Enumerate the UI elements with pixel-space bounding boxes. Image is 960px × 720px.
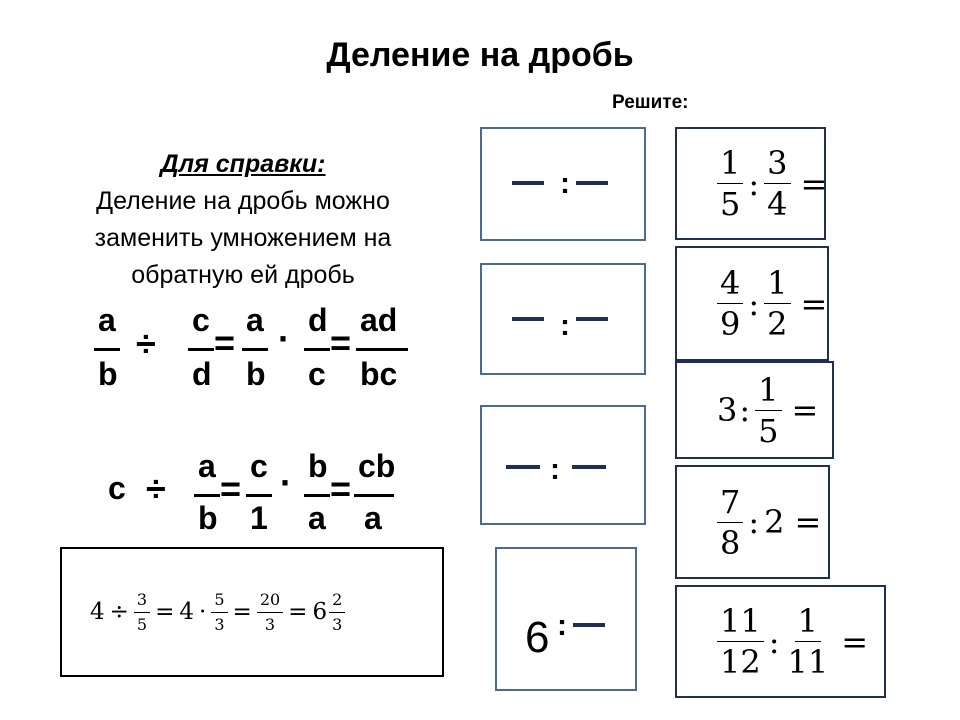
f1-ad: ad — [360, 302, 398, 338]
ex1-frac-b — [764, 144, 790, 223]
f2-b2: b — [308, 448, 328, 484]
example-frac-3 — [257, 589, 283, 634]
ex1-num-a: 1 — [717, 147, 743, 184]
example-num-4: 2 — [329, 592, 345, 613]
ex4-equals: = — [794, 503, 822, 541]
blank-3-dash-right — [572, 465, 606, 469]
example-num-2: 5 — [211, 592, 227, 613]
f2-bar2 — [246, 494, 272, 497]
example-box — [60, 547, 444, 677]
f1-bar1 — [94, 348, 120, 351]
example-mid: 4 — [179, 599, 195, 625]
example-num-1: 3 — [134, 592, 150, 613]
exercise-3-expr — [717, 363, 832, 457]
f2-one: 1 — [250, 500, 268, 536]
ex4-num-a: 7 — [717, 486, 743, 523]
ex2-num-a: 4 — [717, 267, 743, 304]
blank-2-colon: : — [560, 309, 570, 342]
ex3-colon: : — [739, 391, 751, 429]
ex1-frac-a — [717, 144, 743, 223]
exercise-4-expr — [717, 467, 828, 577]
slide-title: Деление на дробь — [326, 36, 634, 74]
ex2-den-b: 2 — [767, 305, 788, 343]
ex4-den-a: 8 — [720, 523, 741, 562]
ex1-den-a: 5 — [720, 185, 741, 223]
exercise-2-expr — [717, 248, 827, 359]
ex5-colon: : — [768, 622, 780, 661]
ex3-frac-b — [755, 370, 781, 450]
blank-4-colon: : — [557, 609, 567, 642]
ex5-num-a: 11 — [717, 605, 764, 642]
ex2-num-b: 1 — [764, 267, 790, 304]
f2-a2: a — [308, 500, 326, 536]
example-eq-2: = — [232, 599, 252, 625]
blank-3-dash-left — [506, 465, 540, 469]
reference-block — [40, 146, 446, 294]
f2-eq2: = — [330, 468, 352, 509]
f1-bar2 — [188, 348, 214, 351]
example-den-3: 3 — [264, 614, 276, 634]
f1-bar3 — [242, 348, 268, 351]
f2-div: ÷ — [146, 468, 166, 509]
ex2-frac-a — [717, 264, 743, 343]
exercise-1-expr — [717, 129, 828, 238]
example-whole: 6 — [312, 599, 328, 625]
example-eq-1: = — [155, 599, 175, 625]
blank-1-dash-right — [576, 181, 608, 185]
ex2-equals: = — [800, 284, 828, 323]
example-den-1: 5 — [136, 614, 148, 634]
reference-text: Деление на дробь можно заменить умножением на обратную ей дробь — [94, 187, 392, 289]
exercise-3[interactable] — [675, 361, 834, 459]
blank-1-dash-left — [512, 181, 544, 185]
ex4-whole: 2 — [764, 503, 785, 541]
example-lhs: 4 — [90, 599, 105, 625]
ex5-den-a: 12 — [720, 643, 761, 681]
reference-heading: Для справки: — [160, 150, 326, 178]
ex2-den-a: 9 — [720, 305, 741, 343]
ex5-den-b: 11 — [787, 643, 829, 681]
ex3-num-b: 1 — [755, 374, 781, 411]
ex4-colon: : — [748, 503, 760, 541]
solve-label: Решите: — [612, 92, 689, 113]
ex3-equals: = — [791, 391, 819, 429]
f1-times: · — [278, 318, 290, 359]
f2-bar3 — [304, 494, 330, 497]
f1-b2: b — [246, 356, 266, 392]
f1-bar4 — [304, 348, 330, 351]
ex2-frac-b — [764, 264, 790, 343]
ex1-den-b: 4 — [767, 185, 788, 223]
f1-eq1: = — [214, 322, 236, 363]
f2-a3: a — [364, 500, 382, 536]
blank-3-colon: : — [550, 453, 560, 486]
f1-bar5 — [356, 348, 408, 351]
f2-b: b — [198, 500, 218, 536]
example-divide-sign: ÷ — [109, 599, 129, 625]
f2-times: · — [280, 462, 292, 503]
example-frac-1 — [134, 589, 150, 634]
ex1-equals: = — [800, 164, 828, 203]
f1-d2: d — [308, 302, 328, 338]
f2-cb: cb — [358, 448, 396, 484]
ex5-equals: = — [841, 622, 869, 661]
blank-4-dash — [573, 623, 605, 627]
f1-eq2: = — [330, 322, 352, 363]
example-times-sign: · — [199, 599, 207, 625]
f2-bar1 — [194, 494, 220, 497]
example-frac-4 — [329, 589, 345, 634]
ex2-colon: : — [748, 284, 760, 323]
f1-div: ÷ — [136, 323, 156, 364]
blank-2-dash-right — [576, 317, 608, 321]
exercise-5-expr — [717, 587, 884, 696]
f1-a: a — [98, 302, 116, 338]
ex5-num-b: 1 — [795, 605, 821, 642]
f2-c-over: c — [250, 448, 268, 484]
ex5-frac-a — [717, 602, 764, 681]
example-num-3: 20 — [257, 592, 283, 613]
example-equation — [90, 549, 442, 675]
exercise-4[interactable] — [675, 465, 830, 579]
exercise-1[interactable] — [675, 127, 826, 240]
blank-box-2[interactable] — [480, 263, 646, 375]
ex3-den-b: 5 — [758, 411, 779, 450]
ex5-frac-b — [785, 602, 832, 681]
blank-1-colon: : — [560, 167, 570, 200]
f1-a2: a — [246, 302, 264, 338]
exercise-2[interactable] — [675, 246, 829, 361]
f1-b: b — [98, 356, 118, 392]
example-den-2: 3 — [214, 614, 225, 634]
example-eq-3: = — [288, 599, 308, 625]
f2-c: c — [108, 470, 126, 506]
blank-2-dash-left — [512, 317, 544, 321]
example-den-4: 3 — [332, 614, 343, 634]
f2-a: a — [198, 448, 216, 484]
ex1-colon: : — [748, 164, 760, 203]
ex4-frac-a — [717, 482, 743, 562]
f1-bc: bc — [360, 356, 398, 392]
f2-eq1: = — [220, 468, 242, 509]
blank-box-4[interactable] — [495, 547, 637, 691]
ex1-num-b: 3 — [764, 147, 790, 184]
ex3-whole: 3 — [717, 391, 738, 429]
blank-box-1[interactable] — [480, 127, 646, 241]
f1-d: d — [192, 356, 212, 392]
f1-c: c — [192, 302, 210, 338]
f1-c2: c — [308, 356, 326, 392]
exercise-5[interactable] — [675, 585, 886, 698]
f2-bar4 — [354, 494, 394, 497]
blank-4-six: 6 — [525, 613, 550, 662]
blank-box-3[interactable] — [480, 405, 646, 525]
example-frac-2 — [211, 589, 227, 634]
